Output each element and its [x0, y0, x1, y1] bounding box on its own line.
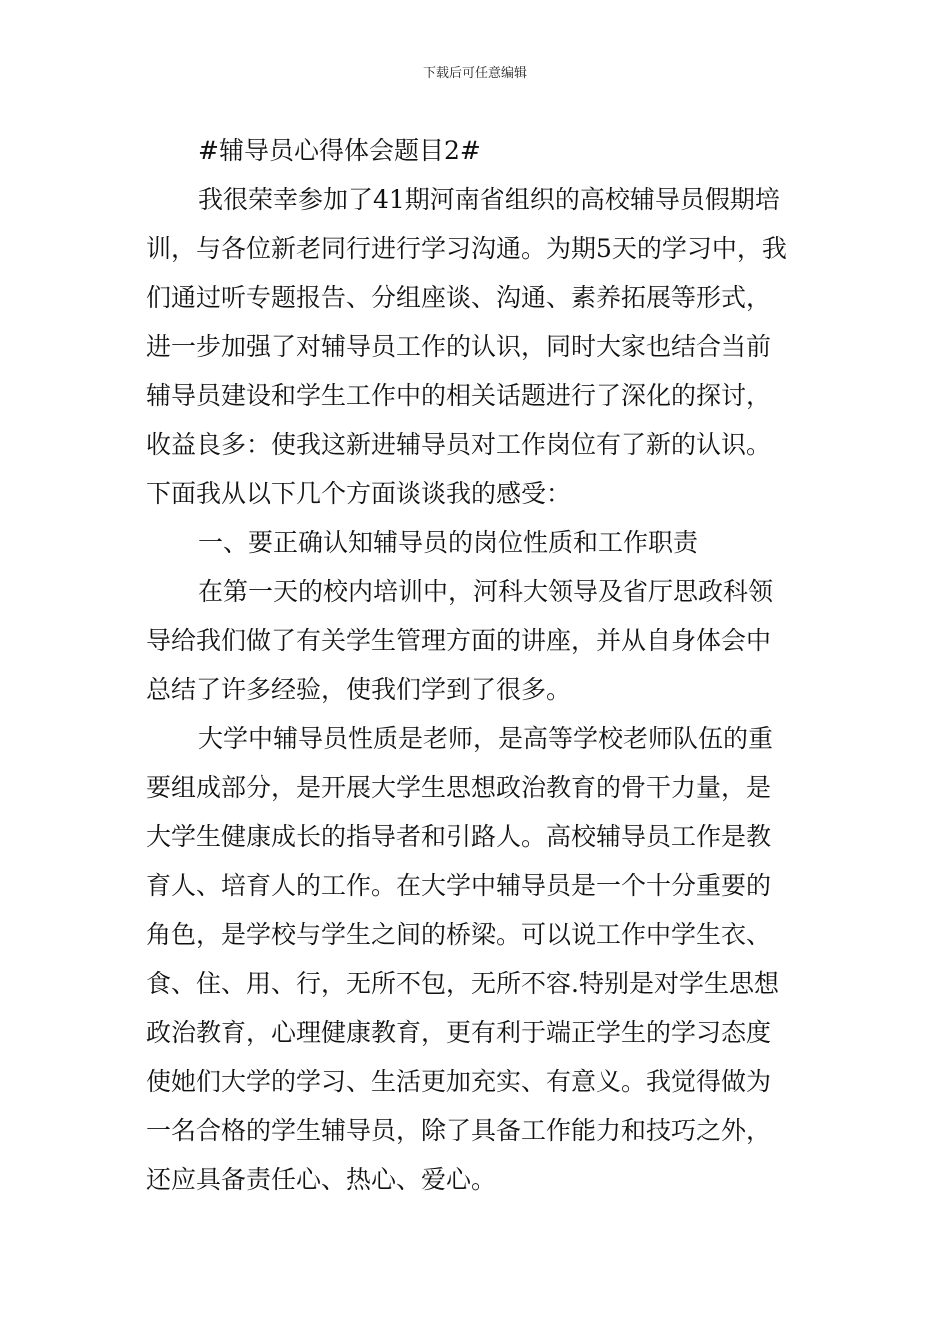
- paragraph-line: 食、住、用、行，无所不包，无所不容.特别是对学生思想: [146, 969, 779, 998]
- paragraph-line: 辅导员建设和学生工作中的相关话题进行了深化的探讨，: [146, 381, 772, 410]
- section-heading: 一、要正确认知辅导员的岗位性质和工作职责: [198, 528, 699, 557]
- paragraph-line: 收益良多：使我这新进辅导员对工作岗位有了新的认识。: [146, 430, 772, 459]
- paragraph-line: 政治教育，心理健康教育，更有利于端正学生的学习态度: [146, 1018, 772, 1047]
- paragraph-line: 大学中辅导员性质是老师，是高等学校老师队伍的重: [198, 724, 774, 753]
- paragraph-line: 育人、培育人的工作。在大学中辅导员是一个十分重要的: [146, 871, 772, 900]
- paragraph-line: 总结了许多经验，使我们学到了很多。: [146, 675, 572, 704]
- paragraph-line: 们通过听专题报告、分组座谈、沟通、素养拓展等形式，: [146, 283, 772, 312]
- paragraph-line: 进一步加强了对辅导员工作的认识，同时大家也结合当前: [146, 332, 772, 361]
- paragraph-line: 大学生健康成长的指导者和引路人。高校辅导员工作是教: [146, 822, 772, 851]
- paragraph-line: 下面我从以下几个方面谈谈我的感受：: [146, 479, 572, 508]
- paragraph-line: 在第一天的校内培训中，河科大领导及省厅思政科领: [198, 577, 774, 606]
- document-title: #辅导员心得体会题目2#: [198, 136, 481, 165]
- paragraph-line: 角色，是学校与学生之间的桥梁。可以说工作中学生衣、: [146, 920, 772, 949]
- page-header-note: 下载后可任意编辑: [422, 66, 527, 81]
- paragraph-line: 要组成部分，是开展大学生思想政治教育的骨干力量，是: [146, 773, 772, 802]
- paragraph-line: 我很荣幸参加了41期河南省组织的高校辅导员假期培: [198, 185, 780, 214]
- paragraph-line: 导给我们做了有关学生管理方面的讲座，并从自身体会中: [146, 626, 772, 655]
- paragraph-line: 使她们大学的学习、生活更加充实、有意义。我觉得做为: [146, 1067, 772, 1096]
- paragraph-line: 还应具备责任心、热心、爱心。: [146, 1165, 497, 1194]
- paragraph-line: 一名合格的学生辅导员，除了具备工作能力和技巧之外，: [146, 1116, 772, 1145]
- paragraph-line: 训，与各位新老同行进行学习沟通。为期5天的学习中，我: [146, 234, 787, 263]
- document-body: [146, 126, 808, 1204]
